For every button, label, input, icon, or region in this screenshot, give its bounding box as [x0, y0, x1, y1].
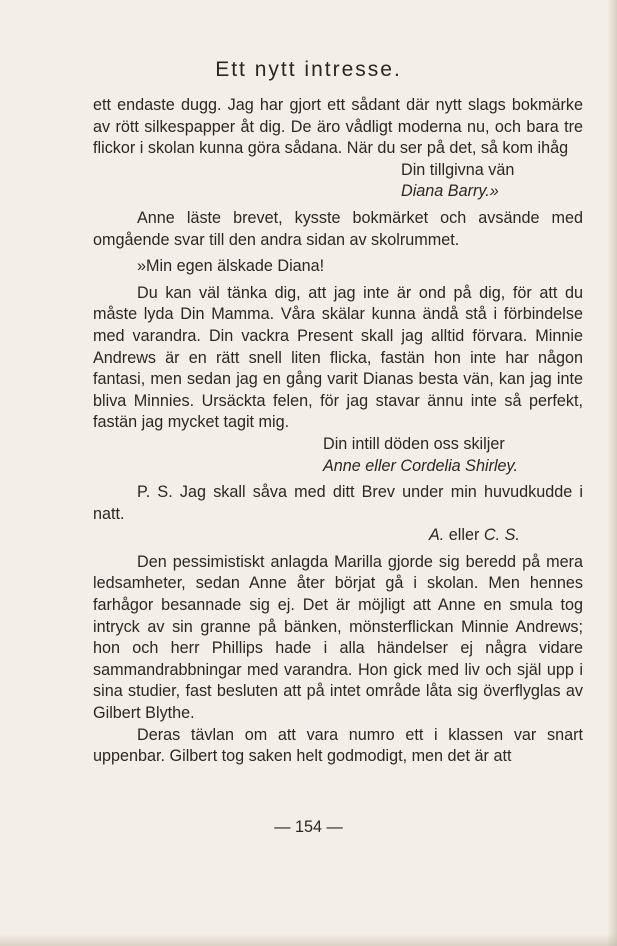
paragraph-rivalry: Deras tävlan om att vara numro ett i klassen var snart uppenbar. Gilbert tog saken helt godmodigt, men det är att: [93, 725, 583, 766]
paragraph-postscript: P. S. Jag skall såva med ditt Brev under min huvudkudde i natt.: [93, 483, 583, 523]
ps-initial-a: A.: [429, 526, 445, 545]
ps-eller: eller: [448, 526, 480, 545]
page-bottom-shadow: [0, 934, 617, 946]
page-edge-shadow: [607, 0, 617, 946]
running-header: Ett nytt intresse.: [215, 58, 402, 81]
body-text: [93, 95, 583, 768]
paragraph-letter-anne: Du kan väl tänka dig, att jag inte är ond på dig, för att du måste lyda Din Mamma. Våra skälar kunna ändå stå i förbindelse med varandra. Din vackra Present skall jag alltid förvara. Minnie Andrews är en rätt snell liten flicka, fastän hon inte har någon fantasi, men sedan jag en gång varit Dianas besta vän, kan jag inte bliva Minnies. Ursäckta felen, för jag stavar ännu inte så perfekt, fastän jag mycket tagit mig.: [93, 283, 583, 432]
ps-initial-cs: C. S.: [483, 526, 520, 545]
letter-closing-anne: Din intill döden oss skiljer: [323, 434, 505, 453]
paragraph-marilla: Den pessimistiskt anlagda Marilla gjorde sig beredd på mera ledsamheter, sedan Anne åter börjat gå i skolan. Men hennes farhågor besannade sig ej. Det är möjligt att Anne en smula tog intryck av sin granne på bänken, mönsterflickan Minnie Andrews; hon och herr Phillips hade i alla händelser ej några vidare sammandrabbningar med varandra. Hon gick med liv och själ upp i sina studier, fast besluten att på intet område låta sig överflyglas av Gilbert Blythe.: [93, 552, 583, 723]
letter-signature-diana: Diana Barry.»: [401, 182, 499, 201]
letter-salutation-anne: »Min egen älskade Diana!: [137, 257, 325, 276]
letter-signature-anne: Anne eller Cordelia Shirley.: [323, 456, 518, 475]
postscript-signature: [93, 525, 583, 547]
paragraph-anne-reads: Anne läste brevet, kysste bokmärket och avsände med omgående svar till den andra sidan av skolrummet.: [93, 208, 583, 249]
page-number: — 154 —: [274, 818, 343, 836]
letter-closing-diana: Din tillgivna vän: [401, 160, 515, 179]
paragraph-letter-diana-end: ett endaste dugg. Jag har gjort ett sådant där nytt slags bokmärke av rött silkespapper åt dig. De äro vådligt moderna nu, och bara tre flickor i skolan kunna göra sådana. När du ser på det, så kom ihåg: [93, 96, 583, 158]
